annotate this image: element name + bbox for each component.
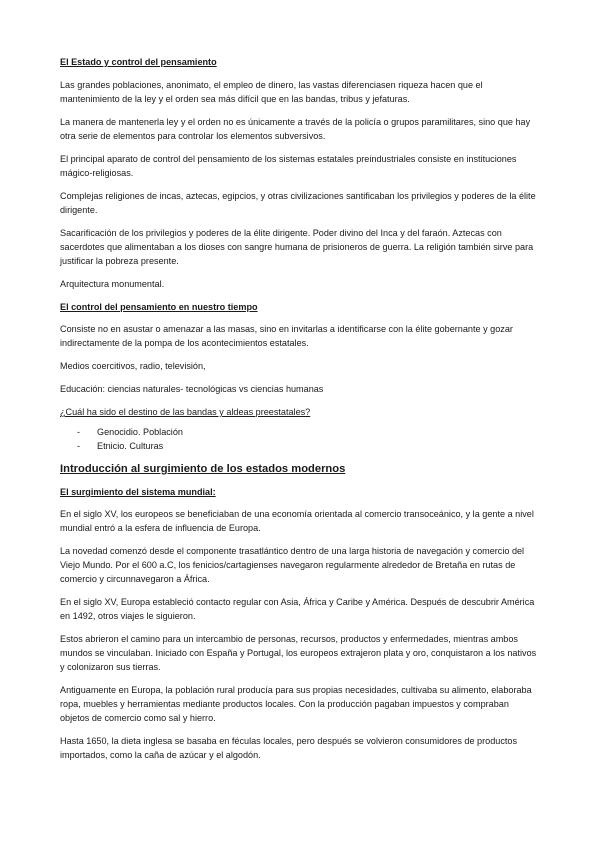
section-heading-sistema-mundial: El surgimiento del sistema mundial: (60, 487, 216, 497)
paragraph: La novedad comenzó desde el componente trasatlántico dentro de una larga historia de navegación y comercio del Viejo Mundo. Por el 600 a.C, los fenicios/cartagienses navegaron regularmente alrededor de Bretaña en rutas de comercio y circunnavegaron a África. (60, 546, 525, 584)
paragraph: Medios coercitivos, radio, televisión, (60, 361, 206, 371)
list-item-text: Etnicio. Culturas (97, 441, 164, 451)
list-item (60, 439, 540, 453)
list-dash: - (77, 427, 81, 437)
paragraph: En el siglo XV, los europeos se beneficiaban de una economía orientada al comercio transoceánico, y la gente a nivel mundial entró a la esfera de influencia de Europa. (60, 509, 534, 533)
paragraph: Estos abrieron el camino para un intercambio de personas, recursos, productos y enfermedades, mientras ambos mundos se vinculaban. Iniciado con España y Portugal, los europeos extrajeron plata y oro, conquistaron a los nativos y colonizaron sus tierras. (60, 634, 537, 672)
paragraph: Sacarificación de los privilegios y poderes de la élite dirigente. Poder divino del Inca y del faraón. Aztecas con sacerdotes que alimentaban a los dioses con sangre humana de prisioneros de guerra. La religión también sirve para justificar la pobreza presente. (60, 228, 534, 266)
paragraph: La manera de mantenerla ley y el orden no es únicamente a través de la policía o grupos paramilitares, sino que hay otra serie de elementos para controlar los elementos subversivos. (60, 117, 531, 141)
section-heading-estado: El Estado y control del pensamiento (60, 57, 217, 67)
dash-list (60, 425, 540, 453)
paragraph: Antiguamente en Europa, la población rural producía para sus propias necesidades, cultivaba su alimento, elaboraba ropa, muebles y herramientas mediante productos locales. Con la producción pagaban impuestos y compraban objetos de comercio como sal y hierro. (60, 685, 532, 723)
document-body (60, 55, 540, 771)
paragraph: Arquitectura monumental. (60, 279, 165, 289)
section-heading-control: El control del pensamiento en nuestro tiempo (60, 302, 258, 312)
paragraph: Hasta 1650, la dieta inglesa se basaba en féculas locales, pero después se volvieron consumidores de productos importados, como la caña de azúcar y el algodón. (60, 736, 517, 760)
paragraph: En el siglo XV, Europa estableció contacto regular con Asia, África y Caribe y América. Después de descubrir América en 1492, otros viajes le siguieron. (60, 597, 535, 621)
list-dash: - (77, 441, 81, 451)
paragraph: El principal aparato de control del pensamiento de los sistemas estatales preindustriales consiste en instituciones mágico-religiosas. (60, 154, 517, 178)
paragraph: Las grandes poblaciones, anonimato, el empleo de dinero, las vastas diferenciasen riqueza hacen que el mantenimiento de la ley y el orden sea más difícil que en las bandas, tribus y jefaturas. (60, 80, 483, 104)
chapter-heading: Introducción al surgimiento de los estados modernos (60, 463, 346, 475)
paragraph: Complejas religiones de incas, aztecas, egipcios, y otras civilizaciones santificaban los privilegios y poderes de la élite dirigente. (60, 191, 536, 215)
list-item (60, 425, 540, 439)
question-heading: ¿Cuál ha sido el destino de las bandas y aldeas preestatales? (60, 407, 311, 417)
paragraph: Educación: ciencias naturales- tecnológicas vs ciencias humanas (60, 384, 324, 394)
paragraph: Consiste no en asustar o amenazar a las masas, sino en invitarlas a identificarse con la élite gobernante y gozar indirectamente de la pompa de los acontecimientos estatales. (60, 324, 513, 348)
list-item-text: Genocidio. Población (97, 427, 183, 437)
